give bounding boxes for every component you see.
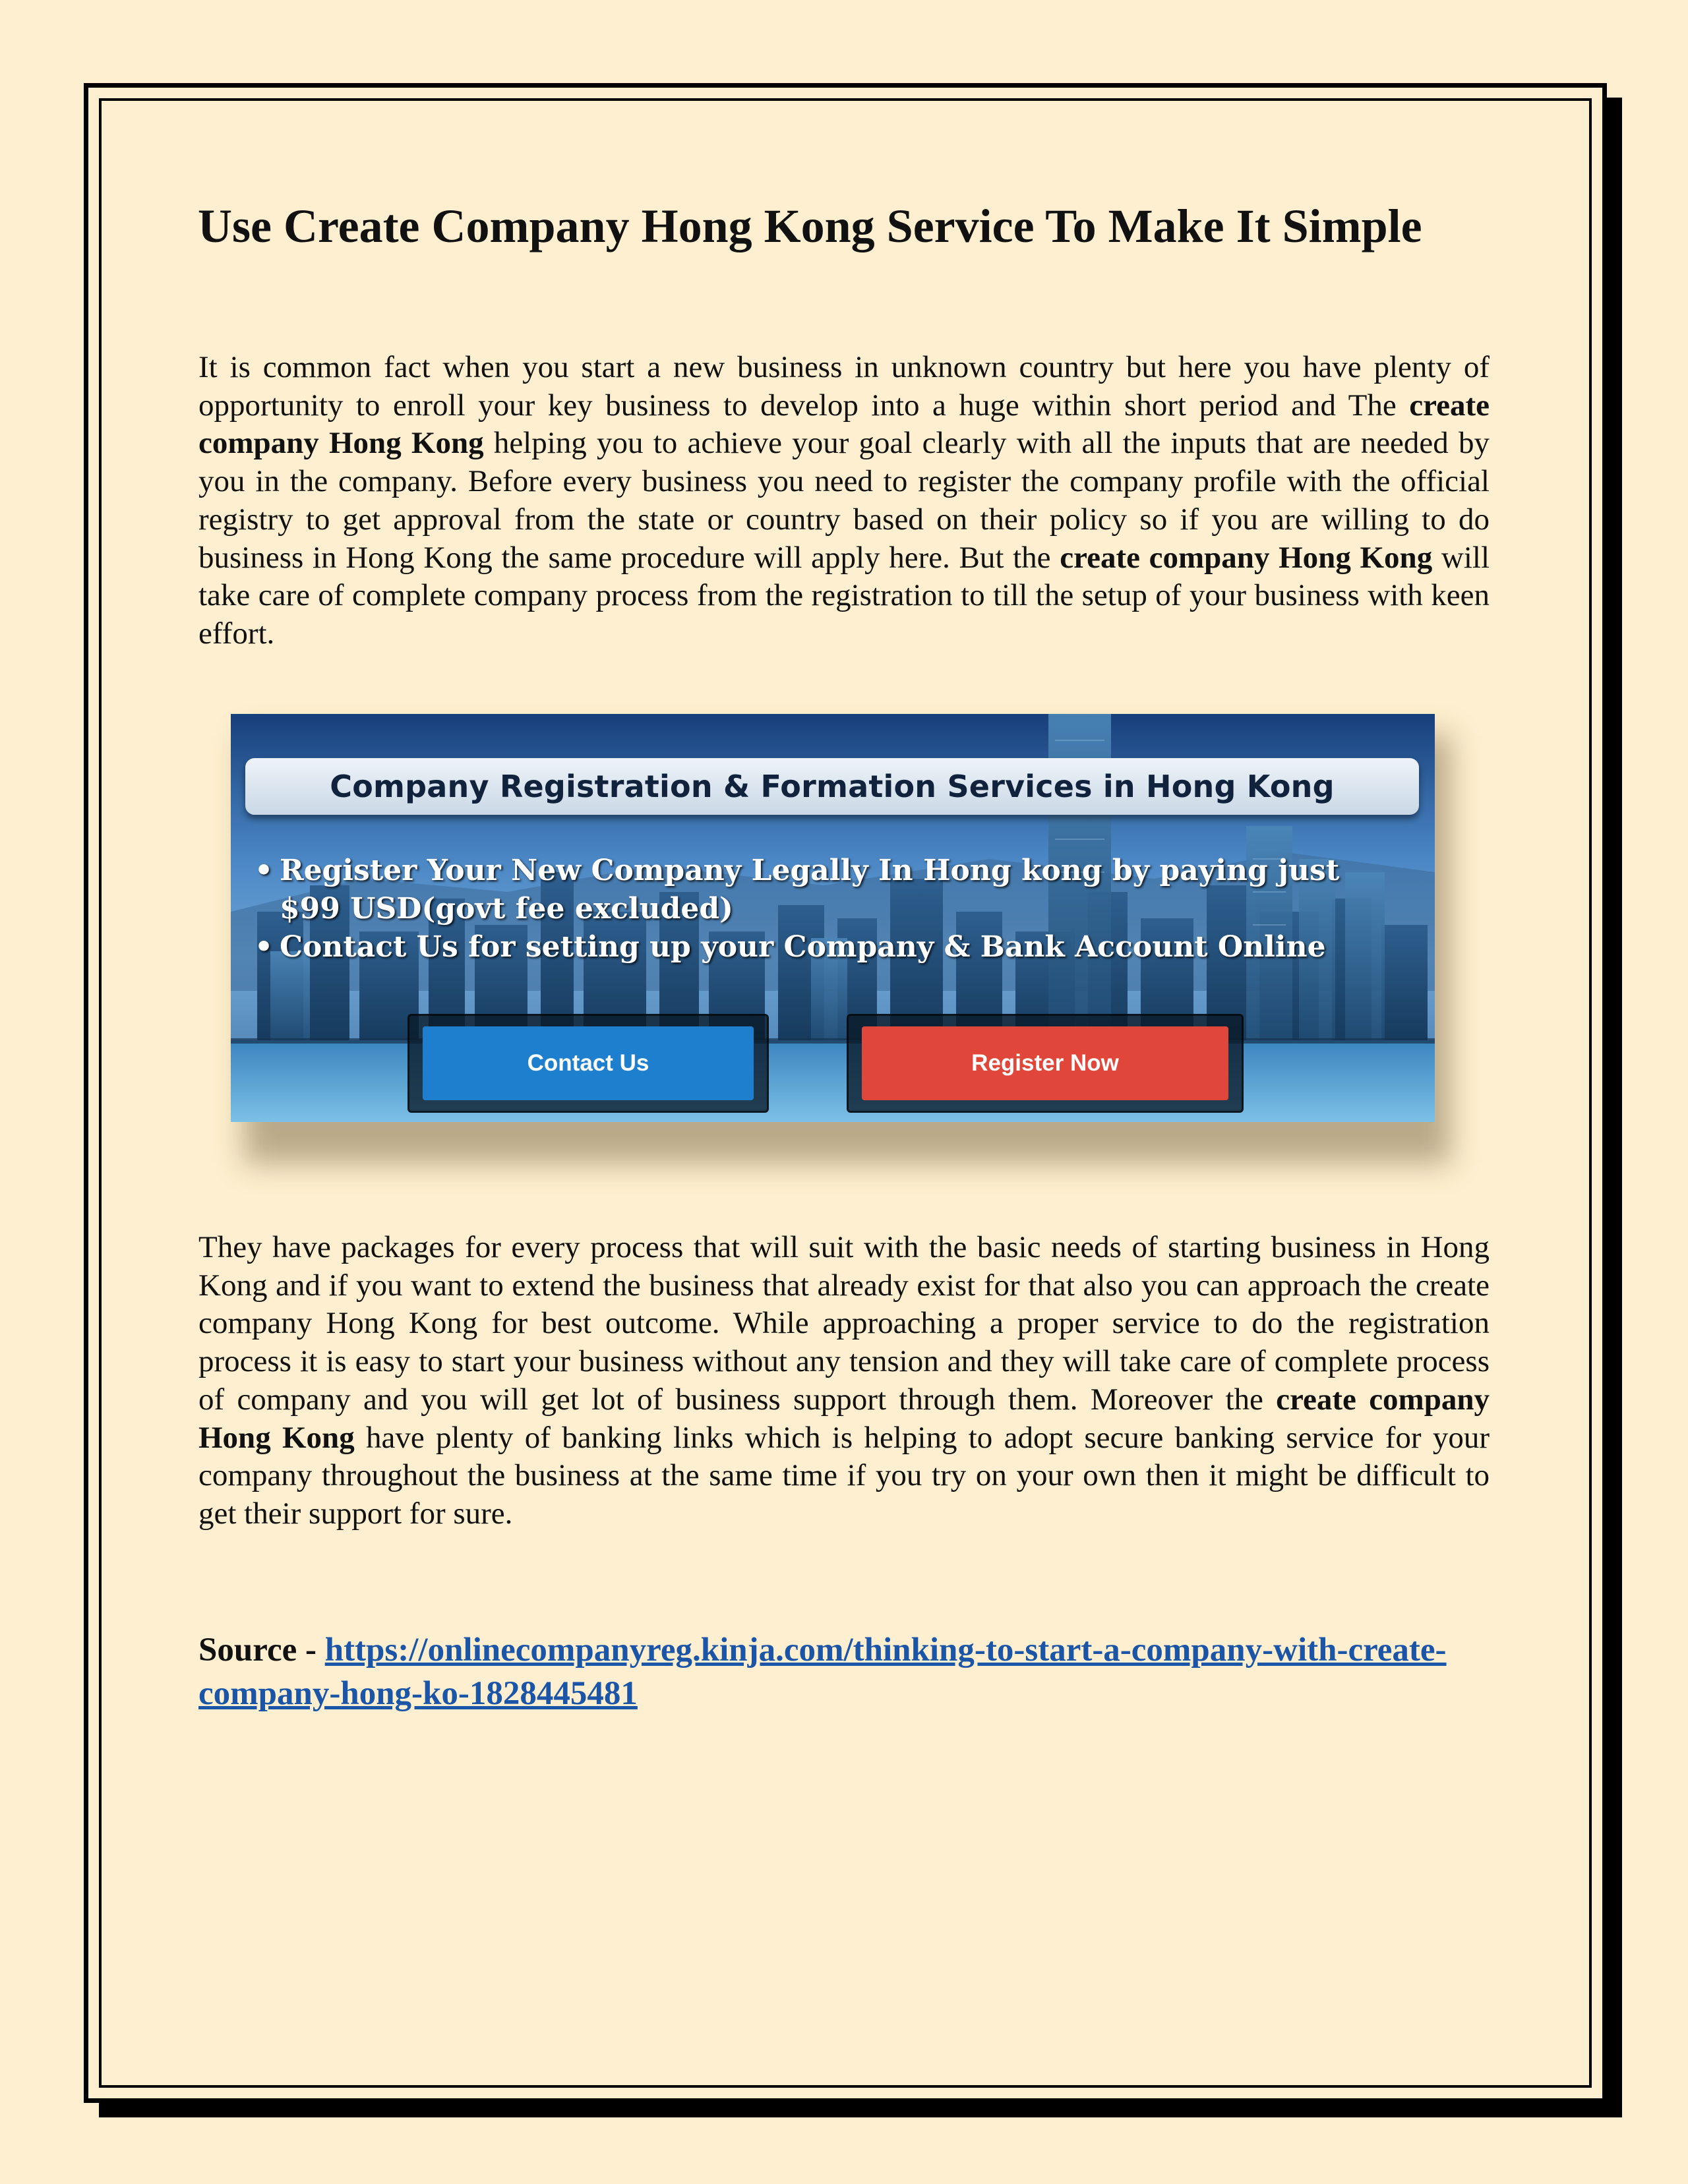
banner-bullet-list [255,852,1389,966]
contact-button-frame [407,1014,769,1113]
paragraph-text: have plenty of banking links which is helping to adopt secure banking service for your company throughout the business at the same time if you try on your own then it might be difficult to get their support for sure. [198,1420,1490,1531]
banner-header-bar [245,758,1419,815]
paragraph-text: They have packages for every process that will suit with the basic needs of starting business in Hong Kong and if you want to extend the business that already exist for that also you can approach the create company Hong Kong for best outcome. While approaching a proper service to do the registration process it is easy to start your business without any tension and they will take care of complete process of company and you will get lot of business support through them. Moreover the [198,1230,1490,1417]
paragraph-text: It is common fact when you start a new business in unknown country but here you have plenty of opportunity to enroll your key business to develop into a huge within short period and The [198,350,1490,423]
source-label: Source - [198,1632,325,1668]
banner-title: Company Registration & Formation Services in Hong Kong [330,769,1335,804]
banner-bullet-text: Register Your New Company Legally In Hong kong by paying just $99 USD(govt fee excluded) [280,854,1340,926]
register-now-button: Register Now [862,1026,1228,1100]
hong-kong-banner-image [231,714,1435,1122]
banner-bullet-text: Contact Us for setting up your Company & Bank Account Online [280,930,1326,964]
source-link[interactable]: https://onlinecompanyreg.kinja.com/thinking-to-start-a-company-with-create-company-hong-ko-1828445481 [198,1632,1447,1712]
bold-keyword: create company Hong Kong [198,388,1490,461]
contact-us-button: Contact Us [423,1026,754,1100]
source-line [198,1628,1490,1715]
banner-bullet-item [255,928,1389,966]
bullet-icon: • [255,854,274,887]
intro-paragraph [198,349,1490,653]
page-title: Use Create Company Hong Kong Service To Make It Simple [198,200,1422,252]
second-paragraph [198,1229,1490,1533]
banner-bullet-item [255,852,1389,928]
register-button-frame [847,1014,1244,1113]
paragraph-text: helping you to achieve your goal clearly with all the inputs that are needed by you in the company. Before every business you need to register the company profile with the official registry to get approval from the state or country based on their policy so if you are willing to do business in Hong Kong the same procedure will apply here. But the [198,426,1490,575]
bullet-icon: • [255,930,274,964]
bold-keyword: create company Hong Kong [198,1382,1490,1455]
bold-keyword: create company Hong Kong [1060,540,1433,575]
paragraph-text: will take care of complete company process from the registration to till the setup of your business with keen effort. [198,540,1490,651]
